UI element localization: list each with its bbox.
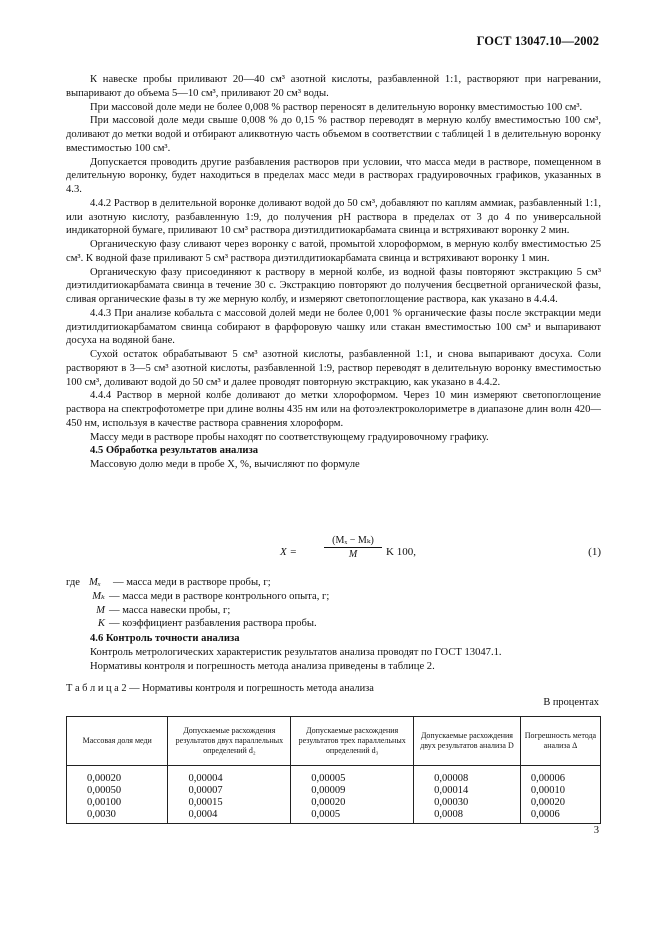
section-4-6 bbox=[66, 632, 601, 673]
legend-symbol: M bbox=[96, 604, 105, 616]
paragraph: Массовую долю меди в пробе X, %, вычисляют по формуле bbox=[90, 459, 360, 470]
legend-row bbox=[66, 590, 601, 604]
formula-fraction bbox=[324, 535, 382, 560]
tolerance-table bbox=[66, 716, 601, 824]
formula-numerator: (Mₓ − Mₖ) bbox=[324, 535, 382, 548]
table-cell: 0,00004 bbox=[168, 766, 291, 786]
formula bbox=[66, 535, 601, 571]
table-cell: 0,0004 bbox=[168, 809, 291, 824]
legend-row bbox=[66, 604, 601, 618]
legend-row bbox=[66, 617, 601, 631]
formula-legend bbox=[66, 576, 601, 631]
table-row bbox=[67, 797, 601, 809]
legend-text: — масса навески пробы, г; bbox=[109, 604, 231, 616]
table-cell: 0,00006 bbox=[520, 766, 600, 786]
table-cell: 0,00014 bbox=[414, 785, 521, 797]
table-row bbox=[67, 809, 601, 824]
table-cell: 0,00015 bbox=[168, 797, 291, 809]
paragraph: При массовой доле меди свыше 0,008 % до 0,15 % раствор переводят в мерную колбу вместимостью 100 см³, доливают до метки водой и отбирают аликвотную часть объемом в соответствии с таблицей 1 в делительную воронку вместимостью 100 см³. bbox=[66, 115, 601, 154]
formula-rhs: K 100, bbox=[386, 546, 416, 558]
column-header: Допускаемые расхождения результатов двух параллельных определений d₂ bbox=[168, 717, 291, 766]
body-text bbox=[66, 73, 601, 472]
section-heading: 4.5 Обработка результатов анализа bbox=[90, 445, 259, 457]
legend-text: — масса меди в растворе пробы, г; bbox=[113, 577, 271, 588]
legend-symbol: Mₓ bbox=[89, 577, 101, 588]
column-header: Погрешность метода анализа Δ bbox=[520, 717, 600, 766]
table-cell: 0,00020 bbox=[520, 797, 600, 809]
table-cell: 0,0030 bbox=[67, 809, 168, 824]
paragraph: Нормативы контроля и погрешность метода анализа приведены в таблице 2. bbox=[90, 660, 435, 672]
legend-prefix: где bbox=[66, 577, 80, 588]
paragraph: К навеске пробы приливают 20—40 см³ азотной кислоты, разбавленной 1:1, растворяют при нагревании, выпаривают до объема 5—10 см³, приливают 20 см³ воды. bbox=[66, 74, 601, 99]
column-header: Допускаемые расхождения результатов трех параллельных определений d₃ bbox=[291, 717, 414, 766]
formula-lhs: X = bbox=[280, 546, 297, 558]
paragraph: При массовой доле меди не более 0,008 % раствор переносят в делительную воронку вместимостью 100 см³. bbox=[90, 101, 583, 113]
legend-symbol: Mₖ bbox=[92, 590, 105, 602]
legend-text: — масса меди в растворе контрольного опыта, г; bbox=[109, 590, 330, 602]
formula-number: (1) bbox=[588, 546, 601, 558]
table-cell: 0,00009 bbox=[291, 785, 414, 797]
document-header: ГОСТ 13047.10—2002 bbox=[476, 34, 599, 48]
page-number: 3 bbox=[593, 825, 599, 836]
paragraph: 4.4.4 Раствор в мерной колбе доливают до метки хлороформом. Через 10 мин измеряют светопоглощение раствора на спектрофотометре при длине волны 435 нм или на фотоэлектроколориметре в диапазоне длин волн 420—450 нм, используя в качестве раствора сравнения хлороформ. bbox=[66, 390, 601, 429]
formula-denominator: M bbox=[348, 549, 358, 560]
paragraph: Контроль метрологических характеристик результатов анализа проводят по ГОСТ 13047.1. bbox=[90, 646, 502, 658]
table-row bbox=[67, 766, 601, 786]
table-cell: 0,00005 bbox=[291, 766, 414, 786]
legend-text: — коэффициент разбавления раствора пробы. bbox=[109, 618, 317, 630]
paragraph: Органическую фазу присоединяют к раствору в мерной колбе, из водной фазы повторяют экстракцию 5 см³ диэтилдитиокарбамата свинца в течение 30 с. Экстракцию повторяют до получения бесцветной органической фазы, сливая органические фазы в ту же мерную колбу, и измеряют светопоглощение раствора, как указано в 4.4.4. bbox=[66, 266, 601, 305]
table-cell: 0,00030 bbox=[414, 797, 521, 809]
section-heading: 4.6 Контроль точности анализа bbox=[90, 633, 240, 644]
column-header: Массовая доля меди bbox=[67, 717, 168, 766]
table-cell: 0,00050 bbox=[67, 785, 168, 797]
column-header: Допускаемые расхождения двух результатов анализа D bbox=[414, 717, 521, 766]
table-cell: 0,0008 bbox=[414, 809, 521, 824]
table-cell: 0,00010 bbox=[520, 785, 600, 797]
table-row bbox=[67, 785, 601, 797]
table-units: В процентах bbox=[543, 697, 599, 708]
paragraph: 4.4.3 При анализе кобальта с массовой долей меди не более 0,001 % органические фазы после экстракции меди диэтилдитиокарбаматом свинца собирают в фарфоровую чашку или стакан вместимостью 100 см³ и выпаривают досуха на водяной бане. bbox=[66, 307, 601, 347]
table-cell: 0,00020 bbox=[291, 797, 414, 809]
paragraph: 4.4.2 Раствор в делительной воронке доливают водой до 50 см³, добавляют по каплям аммиак, разбавленный 1:1, или азотную кислоту, разбавленную 1:9, до получения pH раствора в пределах от 3 до 4 по универсальной индикаторной бумаге, приливают 10 см³ раствора диэтилдитиокарбамата свинца и встряхивают воронку 2 мин. bbox=[66, 197, 601, 237]
paragraph: Допускается проводить другие разбавления растворов при условии, что масса меди в растворе, помещенном в делительную воронку, будет находиться в пределах масс меди в растворах градуировочных графиков, указанных в 4.3. bbox=[66, 156, 601, 195]
table-cell: 0,00020 bbox=[67, 766, 168, 786]
table-cell: 0,00007 bbox=[168, 785, 291, 797]
legend-symbol: K bbox=[97, 618, 105, 630]
table-header-row bbox=[67, 717, 601, 766]
table-cell: 0,00100 bbox=[67, 797, 168, 809]
table-cell: 0,00008 bbox=[414, 766, 521, 786]
table-caption: Т а б л и ц а 2 — Нормативы контроля и погрешность метода анализа bbox=[66, 683, 374, 694]
paragraph: Сухой остаток обрабатывают 5 см³ азотной кислоты, разбавленной 1:1, и снова выпаривают досуха. Соли растворяют в 3—5 см³ азотной кислоты, разбавленной 1:9, раствор переводят в делительную воронку вместимостью 100 см³, доливают водой до 50 см³ и далее проводят повторную экстракцию, как указано в 4.4.2. bbox=[66, 349, 601, 388]
table-cell: 0,0006 bbox=[520, 809, 600, 824]
legend-row bbox=[66, 576, 601, 590]
table-cell: 0,0005 bbox=[291, 809, 414, 824]
paragraph: Массу меди в растворе пробы находят по соответствующему градуировочному графику. bbox=[90, 431, 489, 443]
paragraph: Органическую фазу сливают через воронку с ватой, промытой хлороформом, в мерную колбу вместимостью 25 см³. К водной фазе приливают 5 см³ раствора диэтилдитиокарбамата свинца и встряхивают воронку 1 мин. bbox=[66, 239, 601, 264]
